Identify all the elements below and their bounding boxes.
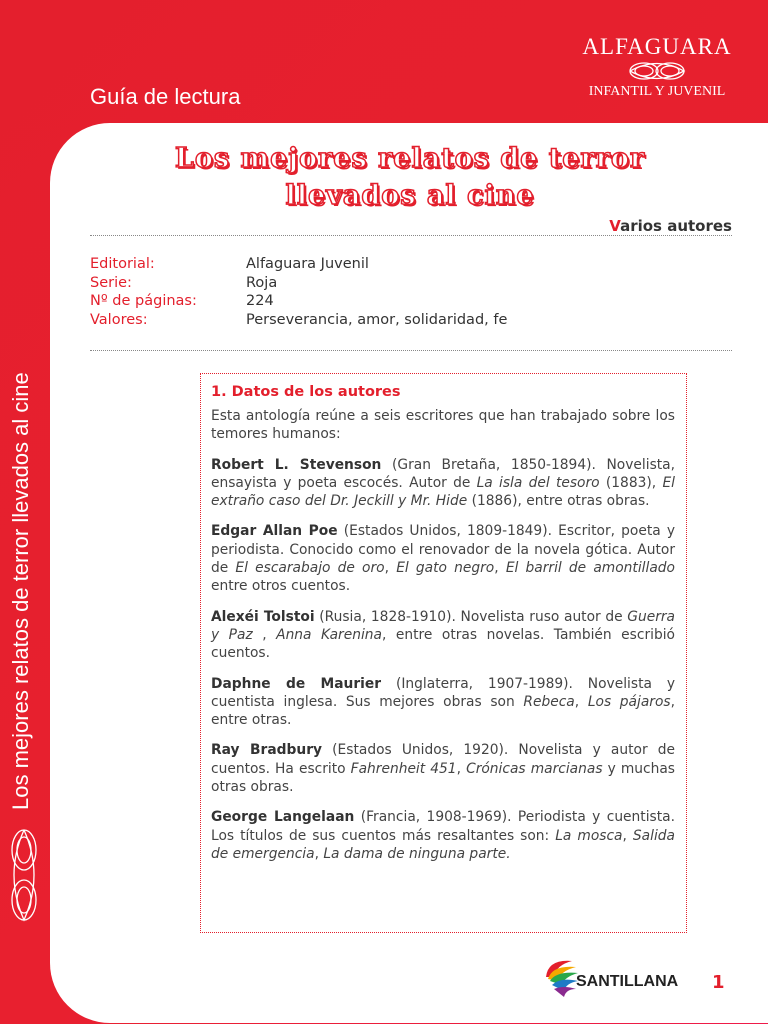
page-number: 1	[712, 972, 725, 993]
meta-label: Valores:	[90, 311, 148, 328]
meta-label: Serie:	[90, 274, 132, 291]
author-entry: Ray Bradbury (Estados Unidos, 1920). Novelista y autor de cuentos. Ha escrito Fahrenheit 451, Crónicas marcianas y muchas otras obras.	[211, 742, 675, 796]
book-authors	[609, 217, 732, 235]
knot-icon	[622, 60, 692, 82]
book-title-line1: Los mejores relatos de terror	[174, 143, 646, 174]
meta-row	[90, 274, 507, 293]
meta-value: 224	[246, 293, 274, 309]
meta-label: Nº de páginas:	[90, 293, 197, 309]
meta-label: Editorial:	[90, 256, 155, 272]
santillana-logo	[542, 955, 679, 1003]
author-entry: Robert L. Stevenson (Gran Bretaña, 1850-1894). Novelista, ensayista y poeta escocés. Autor de La isla del tesoro (1883), El extraño caso del Dr. Jeckill y Mr. Hide (1886), entre otras obras.	[211, 456, 676, 510]
section-intro: Esta antología reúne a seis escritores que han trabajado sobre los temores humanos:	[211, 408, 675, 443]
authors-initial: V	[609, 217, 621, 235]
side-title: Los mejores relatos de terror llevados al cine	[8, 372, 33, 810]
section-heading: 1. Datos de los autores	[211, 384, 401, 400]
book-title-line2: llevados al cine	[285, 180, 535, 211]
alfaguara-logo	[572, 34, 742, 100]
authors-section	[200, 373, 687, 933]
meta-value: Perseverancia, amor, solidaridad, fe	[246, 311, 508, 328]
guide-label: Guía de lectura	[90, 84, 241, 109]
authors-rest: arios autores	[620, 217, 732, 235]
meta-value: Roja	[246, 274, 278, 291]
author-entry: Edgar Allan Poe (Estados Unidos, 1809-1849). Escritor, poeta y periodista. Conocido como el renovador de la novela gótica. Autor de El escarabajo de oro, El gato negro, El barril de amontillado entre otros cuentos.	[211, 523, 675, 595]
brand-subtitle: INFANTIL Y JUVENIL	[588, 84, 726, 99]
author-entry: George Langelaan (Francia, 1908-1969). Periodista y cuentista. Los títulos de sus cuentos más resaltantes son: La mosca, Salida de emergencia, La dama de ninguna parte.	[211, 809, 676, 862]
divider	[90, 235, 732, 236]
meta-row	[90, 255, 507, 274]
meta-row	[90, 292, 507, 311]
book-title	[90, 140, 730, 214]
meta-value: Alfaguara Juvenil	[246, 256, 369, 272]
section-body	[211, 407, 675, 875]
brand-name: ALFAGUARA	[582, 34, 732, 59]
publisher-name: SANTILLANA	[576, 973, 679, 990]
author-entry: Alexéi Tolstoi (Rusia, 1828-1910). Novelista ruso autor de Guerra y Paz , Anna Karenina, entre otras novelas. También escribió cuentos.	[211, 608, 675, 662]
author-entry: Daphne de Maurier (Inglaterra, 1907-1989). Novelista y cuentista inglesa. Sus mejores obras son Rebeca, Los pájaros, entre otras.	[211, 675, 675, 729]
meta-row	[90, 311, 507, 330]
knot-icon	[4, 820, 44, 930]
book-metadata	[90, 255, 507, 329]
divider	[90, 350, 732, 351]
